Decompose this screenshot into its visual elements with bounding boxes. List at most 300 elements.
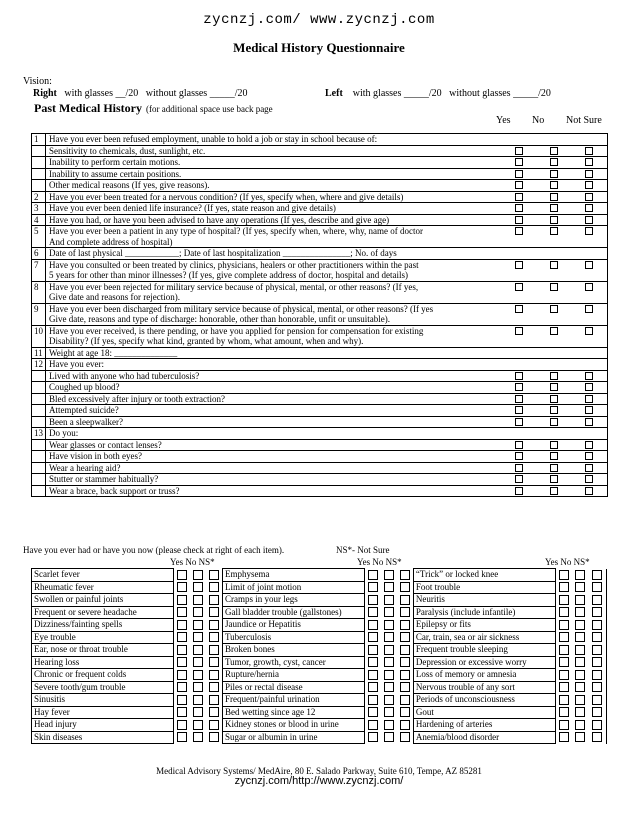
checkbox-cell bbox=[588, 681, 607, 694]
checkbox-cell bbox=[572, 606, 588, 619]
checkbox-notsure[interactable] bbox=[585, 216, 593, 224]
checkbox-no[interactable] bbox=[384, 682, 394, 692]
checkbox-no[interactable] bbox=[550, 464, 558, 472]
checkbox-notsure[interactable] bbox=[209, 732, 219, 742]
checkbox-notsure[interactable] bbox=[400, 682, 410, 692]
checkbox-cell bbox=[190, 644, 206, 657]
checkbox-yes[interactable] bbox=[177, 682, 187, 692]
checkbox-no[interactable] bbox=[384, 620, 394, 630]
checkbox-yes[interactable] bbox=[368, 645, 378, 655]
checkbox-notsure[interactable] bbox=[592, 570, 602, 580]
checkbox-yes[interactable] bbox=[515, 327, 523, 335]
question-text: Sensitivity to chemicals, dust, sunlight, etc. bbox=[46, 145, 502, 157]
checkbox-yes[interactable] bbox=[368, 732, 378, 742]
checkbox-no[interactable] bbox=[575, 707, 585, 717]
condition-row bbox=[32, 619, 607, 632]
condition-label: Head injury bbox=[32, 719, 174, 732]
checkbox-cell bbox=[537, 370, 572, 382]
checkbox-yes[interactable] bbox=[559, 695, 569, 705]
checkbox-notsure[interactable] bbox=[592, 720, 602, 730]
checkbox-no[interactable] bbox=[575, 570, 585, 580]
checkbox-cell bbox=[502, 474, 537, 486]
without-glasses-label-left: without glasses bbox=[449, 88, 511, 99]
checkbox-notsure[interactable] bbox=[585, 170, 593, 178]
checkbox-no[interactable] bbox=[550, 204, 558, 212]
checkbox-notsure[interactable] bbox=[209, 582, 219, 592]
checkbox-notsure[interactable] bbox=[209, 670, 219, 680]
history-row bbox=[32, 314, 608, 325]
checkbox-cell bbox=[364, 694, 380, 707]
checkbox-notsure[interactable] bbox=[400, 645, 410, 655]
condition-row bbox=[32, 606, 607, 619]
checkbox-cell bbox=[364, 594, 380, 607]
checkbox-cell bbox=[381, 656, 397, 669]
question-number: 12 bbox=[32, 359, 46, 371]
footer-address: Medical Advisory Systems/ MedAire, 80 E. Salado Parkway, Suite 610, Tempe, AZ 85281 bbox=[156, 766, 482, 776]
checkbox-yes[interactable] bbox=[368, 582, 378, 592]
history-row bbox=[32, 191, 608, 203]
checkbox-yes[interactable] bbox=[515, 418, 523, 426]
history-row bbox=[32, 428, 608, 440]
checkbox-cell bbox=[364, 731, 380, 744]
checkbox-no[interactable] bbox=[550, 372, 558, 380]
checkbox-yes[interactable] bbox=[515, 395, 523, 403]
checkbox-notsure[interactable] bbox=[592, 620, 602, 630]
checkbox-notsure[interactable] bbox=[585, 418, 593, 426]
checkbox-notsure[interactable] bbox=[585, 395, 593, 403]
checkbox-notsure[interactable] bbox=[585, 181, 593, 189]
checkbox-no[interactable] bbox=[575, 595, 585, 605]
checkbox-no[interactable] bbox=[384, 732, 394, 742]
checkbox-cell bbox=[206, 694, 222, 707]
checkbox-notsure[interactable] bbox=[592, 657, 602, 667]
checkbox-no[interactable] bbox=[193, 657, 203, 667]
checkbox-no[interactable] bbox=[550, 475, 558, 483]
checkbox-no[interactable] bbox=[384, 632, 394, 642]
checkbox-no[interactable] bbox=[193, 720, 203, 730]
checkbox-notsure[interactable] bbox=[400, 707, 410, 717]
checkbox-yes[interactable] bbox=[559, 607, 569, 617]
condition-row bbox=[32, 681, 607, 694]
checkbox-no[interactable] bbox=[575, 732, 585, 742]
checkbox-yes[interactable] bbox=[559, 720, 569, 730]
checkbox-yes[interactable] bbox=[177, 620, 187, 630]
checkbox-notsure[interactable] bbox=[592, 732, 602, 742]
checkbox-notsure[interactable] bbox=[585, 441, 593, 449]
checkbox-notsure[interactable] bbox=[592, 632, 602, 642]
checkbox-yes[interactable] bbox=[515, 283, 523, 291]
checkbox-cell bbox=[537, 270, 572, 281]
question-text: Give date and reasons for rejection). bbox=[46, 292, 502, 303]
checkbox-yes[interactable] bbox=[515, 147, 523, 155]
checkbox-notsure[interactable] bbox=[400, 570, 410, 580]
checkbox-cell bbox=[555, 619, 571, 632]
checkbox-no[interactable] bbox=[193, 570, 203, 580]
checkbox-notsure[interactable] bbox=[585, 283, 593, 291]
checkbox-cell bbox=[572, 451, 608, 463]
checkbox-cell bbox=[555, 644, 571, 657]
checkbox-yes[interactable] bbox=[177, 582, 187, 592]
checkbox-no[interactable] bbox=[384, 720, 394, 730]
checkbox-cell bbox=[572, 180, 608, 192]
checkbox-notsure[interactable] bbox=[400, 607, 410, 617]
checkbox-yes[interactable] bbox=[515, 452, 523, 460]
checkbox-yes[interactable] bbox=[515, 383, 523, 391]
checkbox-yes[interactable] bbox=[559, 732, 569, 742]
checkbox-no[interactable] bbox=[193, 682, 203, 692]
checkbox-yes[interactable] bbox=[177, 695, 187, 705]
history-row bbox=[32, 281, 608, 292]
checkbox-yes[interactable] bbox=[559, 582, 569, 592]
checkbox-cell bbox=[572, 416, 608, 428]
checkbox-cell bbox=[502, 347, 537, 359]
checkbox-no[interactable] bbox=[550, 305, 558, 313]
checkbox-no[interactable] bbox=[550, 441, 558, 449]
checkbox-no[interactable] bbox=[193, 632, 203, 642]
checkbox-notsure[interactable] bbox=[585, 147, 593, 155]
checkbox-notsure[interactable] bbox=[585, 305, 593, 313]
checkbox-notsure[interactable] bbox=[400, 657, 410, 667]
checkbox-yes[interactable] bbox=[559, 670, 569, 680]
checkbox-no[interactable] bbox=[550, 418, 558, 426]
checkbox-cell bbox=[190, 631, 206, 644]
checkbox-yes[interactable] bbox=[515, 204, 523, 212]
checkbox-cell bbox=[190, 669, 206, 682]
checkbox-notsure[interactable] bbox=[585, 261, 593, 269]
checkbox-notsure[interactable] bbox=[585, 158, 593, 166]
checkbox-cell bbox=[381, 619, 397, 632]
checkbox-yes[interactable] bbox=[368, 670, 378, 680]
checkbox-no[interactable] bbox=[384, 582, 394, 592]
checkbox-cell bbox=[572, 656, 588, 669]
checkbox-cell bbox=[588, 631, 607, 644]
condition-label: Eye trouble bbox=[32, 631, 174, 644]
checkbox-yes[interactable] bbox=[368, 682, 378, 692]
checkbox-notsure[interactable] bbox=[585, 475, 593, 483]
checkbox-no[interactable] bbox=[575, 695, 585, 705]
checkbox-no[interactable] bbox=[550, 487, 558, 495]
vision-left-without-value[interactable]: _____/20 bbox=[513, 88, 551, 99]
checkbox-no[interactable] bbox=[550, 193, 558, 201]
checkbox-cell bbox=[381, 669, 397, 682]
checkbox-cell bbox=[572, 359, 608, 371]
checkbox-no[interactable] bbox=[575, 582, 585, 592]
checkbox-yes[interactable] bbox=[177, 657, 187, 667]
checkbox-cell bbox=[572, 719, 588, 732]
vision-left-line bbox=[325, 88, 551, 99]
checkbox-yes[interactable] bbox=[368, 620, 378, 630]
checkbox-yes[interactable] bbox=[177, 720, 187, 730]
history-row bbox=[32, 303, 608, 314]
checkbox-no[interactable] bbox=[384, 570, 394, 580]
checkbox-cell bbox=[502, 439, 537, 451]
history-row bbox=[32, 180, 608, 192]
checkbox-yes[interactable] bbox=[368, 720, 378, 730]
checkbox-cell bbox=[502, 145, 537, 157]
checkbox-yes[interactable] bbox=[515, 305, 523, 313]
checkbox-yes[interactable] bbox=[515, 216, 523, 224]
checkbox-yes[interactable] bbox=[515, 227, 523, 235]
question-text: Have you ever been a patient in any type of hospital? (If yes, specify when, where, why, name of doctor bbox=[49, 226, 424, 236]
condition-label: Gout bbox=[413, 706, 555, 719]
checkbox-notsure[interactable] bbox=[585, 464, 593, 472]
vision-left-with-value[interactable]: _____/20 bbox=[403, 88, 442, 99]
checkbox-notsure[interactable] bbox=[592, 682, 602, 692]
checkbox-notsure[interactable] bbox=[400, 620, 410, 630]
checkbox-no[interactable] bbox=[193, 595, 203, 605]
checkbox-cell bbox=[502, 281, 537, 292]
checkbox-notsure[interactable] bbox=[209, 620, 219, 630]
condition-label: Anemia/blood disorder bbox=[413, 731, 555, 744]
checkbox-no[interactable] bbox=[550, 181, 558, 189]
checkbox-notsure[interactable] bbox=[592, 645, 602, 655]
checkbox-yes[interactable] bbox=[515, 475, 523, 483]
checkbox-yes[interactable] bbox=[515, 464, 523, 472]
checkbox-no[interactable] bbox=[575, 620, 585, 630]
checkbox-no[interactable] bbox=[575, 670, 585, 680]
checkbox-no[interactable] bbox=[193, 582, 203, 592]
checkbox-yes[interactable] bbox=[368, 707, 378, 717]
question-text: Wear a brace, back support or truss? bbox=[46, 485, 502, 497]
checkbox-cell bbox=[537, 359, 572, 371]
checkbox-cell bbox=[572, 226, 608, 237]
checkbox-no[interactable] bbox=[550, 383, 558, 391]
checkbox-no[interactable] bbox=[550, 395, 558, 403]
checkbox-cell bbox=[588, 706, 607, 719]
checkbox-yes[interactable] bbox=[559, 570, 569, 580]
checkbox-yes[interactable] bbox=[559, 620, 569, 630]
checkbox-no[interactable] bbox=[575, 720, 585, 730]
checkbox-notsure[interactable] bbox=[585, 383, 593, 391]
checkbox-yes[interactable] bbox=[559, 707, 569, 717]
checkbox-notsure[interactable] bbox=[209, 570, 219, 580]
checkbox-cell bbox=[502, 462, 537, 474]
checkbox-notsure[interactable] bbox=[592, 695, 602, 705]
condition-label: “Trick” or locked knee bbox=[413, 569, 555, 582]
checkbox-yes[interactable] bbox=[559, 595, 569, 605]
question-text: Date of last physical ____________; Date of last hospitalization _______________; No. of days bbox=[46, 248, 502, 260]
condition-label: Bed wetting since age 12 bbox=[222, 706, 364, 719]
checkbox-notsure[interactable] bbox=[592, 707, 602, 717]
checkbox-yes[interactable] bbox=[368, 570, 378, 580]
checkbox-notsure[interactable] bbox=[400, 670, 410, 680]
checkbox-no[interactable] bbox=[193, 695, 203, 705]
checkbox-yes[interactable] bbox=[515, 193, 523, 201]
checkbox-cell bbox=[502, 416, 537, 428]
checkbox-cell bbox=[555, 731, 571, 744]
checkbox-cell bbox=[537, 439, 572, 451]
checkbox-yes[interactable] bbox=[515, 170, 523, 178]
checkbox-notsure[interactable] bbox=[585, 487, 593, 495]
question-number bbox=[32, 439, 46, 451]
checkbox-no[interactable] bbox=[193, 607, 203, 617]
checkbox-no[interactable] bbox=[193, 645, 203, 655]
checkbox-no[interactable] bbox=[384, 695, 394, 705]
checkbox-notsure[interactable] bbox=[585, 204, 593, 212]
checkbox-cell bbox=[572, 485, 608, 497]
checkbox-cell bbox=[537, 259, 572, 270]
checkbox-notsure[interactable] bbox=[209, 632, 219, 642]
checkbox-no[interactable] bbox=[384, 595, 394, 605]
checkbox-yes[interactable] bbox=[177, 707, 187, 717]
checkbox-notsure[interactable] bbox=[592, 595, 602, 605]
checkbox-notsure[interactable] bbox=[585, 227, 593, 235]
checkbox-yes[interactable] bbox=[559, 682, 569, 692]
checkbox-no[interactable] bbox=[550, 261, 558, 269]
checkbox-cell bbox=[537, 303, 572, 314]
checkbox-cell bbox=[555, 606, 571, 619]
checkbox-yes[interactable] bbox=[559, 657, 569, 667]
checkbox-cell bbox=[173, 619, 189, 632]
checkbox-cell bbox=[555, 569, 571, 582]
checkbox-notsure[interactable] bbox=[400, 695, 410, 705]
question-number: 5 bbox=[32, 226, 46, 237]
checkbox-no[interactable] bbox=[193, 620, 203, 630]
checkbox-yes[interactable] bbox=[515, 372, 523, 380]
history-row bbox=[32, 248, 608, 260]
checkbox-cell bbox=[572, 237, 608, 248]
checkbox-yes[interactable] bbox=[368, 695, 378, 705]
checkbox-notsure[interactable] bbox=[209, 707, 219, 717]
history-row bbox=[32, 259, 608, 270]
condition-label: Neuritis bbox=[413, 594, 555, 607]
checkbox-yes[interactable] bbox=[515, 261, 523, 269]
checkbox-no[interactable] bbox=[193, 707, 203, 717]
checkbox-notsure[interactable] bbox=[209, 657, 219, 667]
checkbox-yes[interactable] bbox=[177, 645, 187, 655]
checkbox-no[interactable] bbox=[575, 657, 585, 667]
checkbox-cell bbox=[173, 681, 189, 694]
checkbox-cell bbox=[190, 619, 206, 632]
checkbox-notsure[interactable] bbox=[585, 406, 593, 414]
checkbox-no[interactable] bbox=[193, 670, 203, 680]
checkbox-yes[interactable] bbox=[368, 657, 378, 667]
checkbox-notsure[interactable] bbox=[592, 670, 602, 680]
checkbox-cell bbox=[206, 619, 222, 632]
checkbox-no[interactable] bbox=[575, 632, 585, 642]
checkbox-yes[interactable] bbox=[368, 632, 378, 642]
checkbox-cell bbox=[572, 248, 608, 260]
checkbox-yes[interactable] bbox=[177, 670, 187, 680]
checkbox-notsure[interactable] bbox=[592, 607, 602, 617]
checkbox-no[interactable] bbox=[550, 327, 558, 335]
condition-row bbox=[32, 669, 607, 682]
checkbox-cell bbox=[572, 370, 608, 382]
condition-label: Tumor, growth, cyst, cancer bbox=[222, 656, 364, 669]
checkbox-no[interactable] bbox=[384, 707, 394, 717]
checkbox-notsure[interactable] bbox=[400, 582, 410, 592]
checkbox-notsure[interactable] bbox=[400, 732, 410, 742]
checkbox-notsure[interactable] bbox=[400, 595, 410, 605]
checkbox-yes[interactable] bbox=[368, 607, 378, 617]
checkbox-no[interactable] bbox=[575, 645, 585, 655]
checkbox-cell bbox=[537, 281, 572, 292]
checkbox-no[interactable] bbox=[550, 452, 558, 460]
checkbox-no[interactable] bbox=[550, 283, 558, 291]
checkbox-yes[interactable] bbox=[515, 441, 523, 449]
checkbox-notsure[interactable] bbox=[592, 582, 602, 592]
checkbox-yes[interactable] bbox=[177, 570, 187, 580]
checkbox-no[interactable] bbox=[550, 147, 558, 155]
checkbox-notsure[interactable] bbox=[585, 327, 593, 335]
checkbox-yes[interactable] bbox=[177, 607, 187, 617]
history-row bbox=[32, 134, 608, 146]
condition-label: Nervous trouble of any sort bbox=[413, 681, 555, 694]
checkbox-cell bbox=[502, 393, 537, 405]
checkbox-yes[interactable] bbox=[559, 645, 569, 655]
checkbox-cell bbox=[537, 416, 572, 428]
checkbox-notsure[interactable] bbox=[209, 595, 219, 605]
checkbox-no[interactable] bbox=[384, 645, 394, 655]
checkbox-cell bbox=[537, 157, 572, 169]
checkbox-notsure[interactable] bbox=[209, 645, 219, 655]
checkbox-yes[interactable] bbox=[177, 595, 187, 605]
question-text: Have you consulted or been treated by clinics, physicians, healers or other practitioners within the past bbox=[49, 259, 419, 270]
checkbox-no[interactable] bbox=[384, 657, 394, 667]
condition-label: Cramps in your legs bbox=[222, 594, 364, 607]
footer-site: zycnzj.com/http://www.zycnzj.com/ bbox=[234, 775, 404, 787]
checkbox-no[interactable] bbox=[550, 158, 558, 166]
checkbox-notsure[interactable] bbox=[585, 193, 593, 201]
checkbox-no[interactable] bbox=[550, 227, 558, 235]
checkbox-cell bbox=[397, 644, 413, 657]
checkbox-no[interactable] bbox=[550, 406, 558, 414]
checkbox-notsure[interactable] bbox=[400, 632, 410, 642]
checkbox-yes[interactable] bbox=[559, 632, 569, 642]
vision-right-without-value[interactable]: _____/20 bbox=[209, 88, 248, 99]
checkbox-cell bbox=[555, 581, 571, 594]
checkbox-yes[interactable] bbox=[368, 595, 378, 605]
question-text: Wear a hearing aid? bbox=[46, 462, 502, 474]
history-row bbox=[32, 370, 608, 382]
question-number bbox=[32, 485, 46, 497]
checkbox-notsure[interactable] bbox=[209, 720, 219, 730]
checkbox-no[interactable] bbox=[550, 170, 558, 178]
checkbox-no[interactable] bbox=[575, 682, 585, 692]
checkbox-cell bbox=[537, 134, 572, 146]
checkbox-cell bbox=[502, 314, 537, 325]
question-text: Bled excessively after injury or tooth extraction? bbox=[46, 393, 502, 405]
checkbox-cell bbox=[537, 485, 572, 497]
checkbox-notsure[interactable] bbox=[585, 372, 593, 380]
checkbox-notsure[interactable] bbox=[585, 452, 593, 460]
condition-label: Gall bladder trouble (gallstones) bbox=[222, 606, 364, 619]
checkbox-cell bbox=[502, 203, 537, 215]
checkbox-notsure[interactable] bbox=[400, 720, 410, 730]
checkbox-notsure[interactable] bbox=[209, 682, 219, 692]
checkbox-yes[interactable] bbox=[515, 406, 523, 414]
vision-right-with-value[interactable]: __/20 bbox=[115, 88, 139, 99]
checkbox-no[interactable] bbox=[193, 732, 203, 742]
checkbox-yes[interactable] bbox=[515, 487, 523, 495]
checkbox-cell bbox=[537, 180, 572, 192]
checkbox-yes[interactable] bbox=[515, 181, 523, 189]
checkbox-cell bbox=[588, 731, 607, 744]
checkbox-yes[interactable] bbox=[177, 732, 187, 742]
checkbox-cell bbox=[190, 681, 206, 694]
checkbox-no[interactable] bbox=[384, 670, 394, 680]
checkbox-no[interactable] bbox=[550, 216, 558, 224]
checkbox-notsure[interactable] bbox=[209, 695, 219, 705]
question-number bbox=[32, 314, 46, 325]
checkbox-notsure[interactable] bbox=[209, 607, 219, 617]
checkbox-yes[interactable] bbox=[515, 158, 523, 166]
history-row bbox=[32, 451, 608, 463]
checkbox-no[interactable] bbox=[384, 607, 394, 617]
checkbox-no[interactable] bbox=[575, 607, 585, 617]
checkbox-yes[interactable] bbox=[177, 632, 187, 642]
col-notsure-header: Not Sure bbox=[566, 115, 602, 126]
